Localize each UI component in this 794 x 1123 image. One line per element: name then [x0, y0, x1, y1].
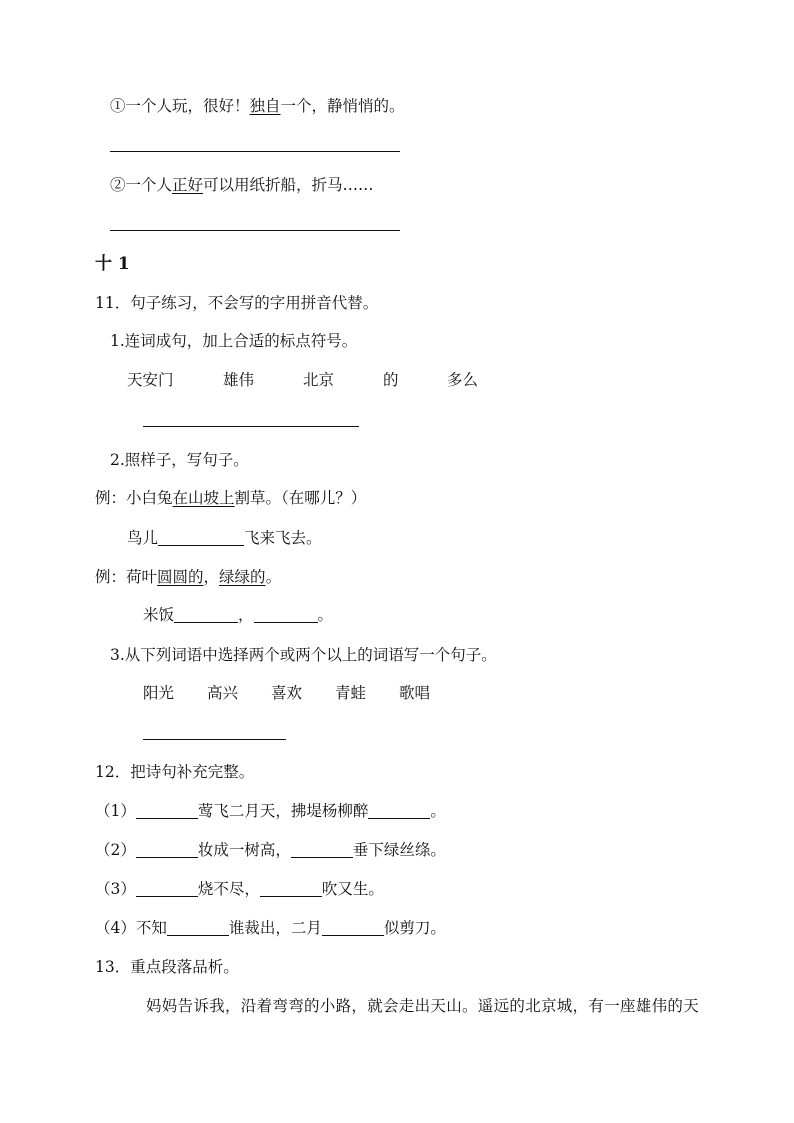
- underlined-phrase: 绿绿的: [219, 568, 266, 586]
- part-3-title: 3.从下列词语中选择两个或两个以上的词语写一个句子。: [110, 646, 497, 664]
- poem-line-4: [95, 918, 446, 938]
- text-part: 一个，静悄悄的。: [280, 97, 405, 115]
- word: 多么: [447, 371, 479, 389]
- word: 歌唱: [399, 684, 431, 702]
- fill-blank[interactable]: [322, 919, 384, 936]
- example-1: [95, 488, 366, 508]
- example-2: [95, 567, 281, 587]
- fill-blank[interactable]: [291, 841, 353, 858]
- sentence-item-2: [110, 175, 374, 195]
- part-2-title: 2.照样子，写句子。: [110, 451, 249, 469]
- section-heading: 十 1: [95, 254, 130, 274]
- poem-line-1: [95, 801, 446, 821]
- answer-line[interactable]: [110, 151, 400, 152]
- text-part: ，: [238, 606, 254, 624]
- text-part: 似剪刀。: [383, 919, 446, 937]
- text-part: ②一个人: [110, 176, 173, 194]
- word: 喜欢: [271, 684, 303, 702]
- text-part: ，: [203, 568, 220, 586]
- question-11-title: 11．句子练习，不会写的字用拼音代替。: [95, 294, 379, 312]
- text-part: 例：小白兔: [95, 489, 173, 507]
- text-part: 不知: [135, 919, 167, 937]
- sentence-item-1: [110, 96, 405, 116]
- fill-blank[interactable]: [167, 919, 229, 936]
- text-part: 谁裁出，二月: [228, 919, 322, 937]
- line-number: （3）: [95, 880, 136, 898]
- word: 阳光: [143, 684, 175, 702]
- text-part: 。: [317, 606, 334, 624]
- fill-blank[interactable]: [136, 802, 198, 819]
- passage-paragraph: 妈妈告诉我，沿着弯弯的小路，就会走出天山。遥远的北京城，有一座雄伟的天: [146, 997, 700, 1015]
- text-part: 例：荷叶: [95, 568, 158, 586]
- text-part: 莺飞二月天，拂堤杨柳醉: [197, 802, 369, 820]
- fill-sentence-1: [127, 528, 322, 548]
- word: 的: [383, 371, 399, 389]
- fill-blank[interactable]: [158, 529, 244, 546]
- text-part: 。: [430, 802, 446, 820]
- word: 北京: [303, 371, 335, 389]
- fill-blank[interactable]: [174, 606, 238, 623]
- underlined-phrase: 在山坡上: [172, 489, 235, 507]
- fill-blank[interactable]: [136, 841, 198, 858]
- line-number: （2）: [95, 841, 136, 859]
- word-list-2: [143, 683, 463, 703]
- word-list-1: [127, 370, 527, 390]
- part-1-title: 1.连词成句，加上合适的标点符号。: [110, 332, 358, 350]
- text-part: 可以用纸折船，折马……: [203, 176, 374, 194]
- answer-line[interactable]: [110, 230, 400, 231]
- word: 雄伟: [223, 371, 255, 389]
- text-part: 妆成一树高，: [197, 841, 291, 859]
- line-number: （1）: [95, 802, 136, 820]
- answer-line[interactable]: [143, 739, 286, 740]
- word: 青蛙: [335, 684, 367, 702]
- word: 高兴: [207, 684, 239, 702]
- line-number: （4）: [95, 919, 136, 937]
- word: 天安门: [127, 371, 174, 389]
- text-part: 鸟儿: [127, 529, 159, 547]
- text-part: 飞来飞去。: [244, 529, 322, 547]
- poem-line-3: [95, 879, 384, 899]
- underlined-phrase: 圆圆的: [157, 568, 204, 586]
- fill-sentence-2: [143, 605, 333, 625]
- poem-line-2: [95, 840, 446, 860]
- text-part: 烧不尽，: [197, 880, 260, 898]
- question-13-title: 13．重点段落品析。: [95, 958, 239, 976]
- fill-blank[interactable]: [136, 880, 198, 897]
- fill-blank[interactable]: [260, 880, 322, 897]
- question-12-title: 12．把诗句补充完整。: [95, 763, 255, 781]
- answer-line[interactable]: [143, 426, 359, 427]
- text-part: ①一个人玩，很好！: [110, 97, 250, 115]
- fill-blank[interactable]: [368, 802, 430, 819]
- underlined-word: 独自: [249, 97, 281, 115]
- text-part: 。: [265, 568, 282, 586]
- fill-blank[interactable]: [254, 606, 318, 623]
- text-part: 割草。（在哪儿？）: [234, 489, 367, 507]
- text-part: 米饭: [143, 606, 175, 624]
- text-part: 吹又生。: [321, 880, 384, 898]
- text-part: 垂下绿丝绦。: [352, 841, 446, 859]
- underlined-word: 正好: [172, 176, 204, 194]
